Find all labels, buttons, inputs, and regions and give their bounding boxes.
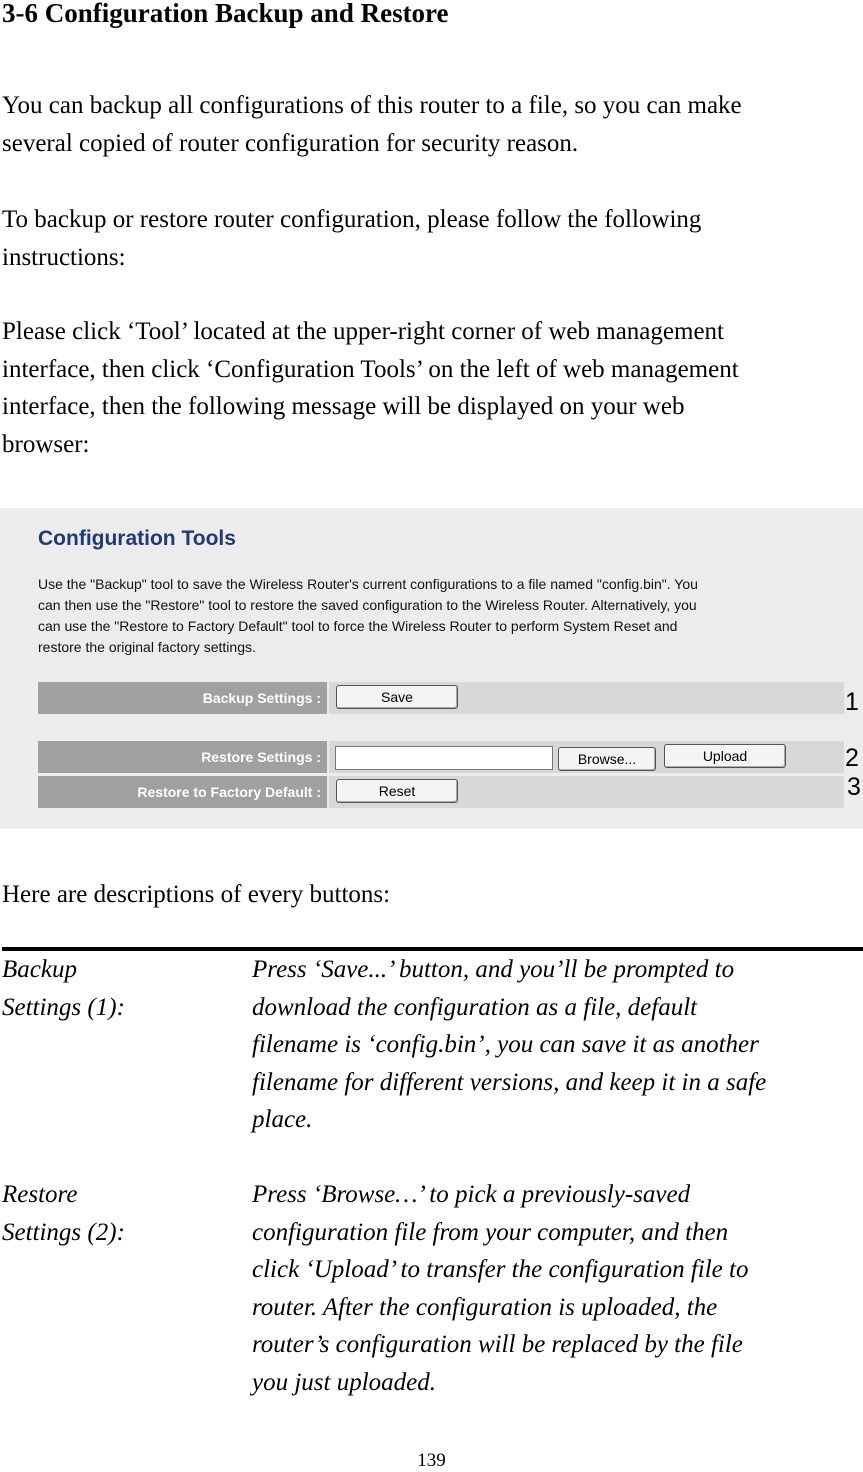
backup-term: Backup Settings (1): xyxy=(2,956,125,1021)
upload-button[interactable]: Upload xyxy=(664,744,786,768)
page-number: 139 xyxy=(417,1450,446,1471)
intro-paragraph-2: To backup or restore router configuration, please follow the following instructions: xyxy=(2,206,702,271)
backup-settings-field xyxy=(329,682,844,714)
callout-3: 3 xyxy=(847,773,861,801)
factory-default-field xyxy=(329,776,844,808)
callout-2: 2 xyxy=(845,744,859,772)
restore-description: Press ‘Browse…’ to pick a previously-saved configuration file from your computer, and then click ‘Upload’ to transfer the configuration file to router. After the configuration is uploaded, the router’s configuration will be replaced by the file you just uploaded. xyxy=(252,1181,749,1396)
descriptions-intro: Here are descriptions of every buttons: xyxy=(2,881,391,908)
restore-settings-field xyxy=(329,741,844,773)
restore-settings-label: Restore Settings : xyxy=(38,741,327,773)
reset-button[interactable]: Reset xyxy=(336,779,458,803)
save-button[interactable]: Save xyxy=(336,685,458,709)
intro-paragraph-1: You can backup all configurations of this router to a file, so you can make several copied of router configuration for security reason. xyxy=(2,92,742,157)
backup-settings-label: Backup Settings : xyxy=(38,682,327,714)
intro-paragraph-3: Please click ‘Tool’ located at the upper-right corner of web management interface, then click ‘Configuration Tools’ on the left of web management interface, then the following message will be displayed on your web browser: xyxy=(2,318,739,458)
configuration-tools-screenshot xyxy=(0,508,863,829)
config-tools-description: Use the "Backup" tool to save the Wireless Router's current configurations to a file named "config.bin". You can then use the "Restore" tool to restore the saved configuration to the Wireless Router. Alternatively, you can use the "Restore to Factory Default" tool to force the Wireless Router to perform System Reset and restore the original factory settings. xyxy=(38,576,698,655)
factory-default-row xyxy=(38,776,844,808)
restore-settings-row xyxy=(38,741,844,773)
config-tools-title: Configuration Tools xyxy=(38,527,236,550)
section-heading: 3-6 Configuration Backup and Restore xyxy=(2,0,449,28)
backup-description: Press ‘Save...’ button, and you’ll be prompted to download the configuration as a file, default filename is ‘config.bin’, you can save it as another filename for different versions, and keep it in a safe place. xyxy=(252,956,767,1133)
restore-file-input[interactable] xyxy=(335,746,553,770)
browse-button[interactable]: Browse... xyxy=(558,747,656,771)
backup-settings-row xyxy=(38,682,844,714)
restore-term: Restore Settings (2): xyxy=(2,1181,125,1246)
factory-default-label: Restore to Factory Default : xyxy=(38,776,327,808)
callout-1: 1 xyxy=(845,688,859,716)
